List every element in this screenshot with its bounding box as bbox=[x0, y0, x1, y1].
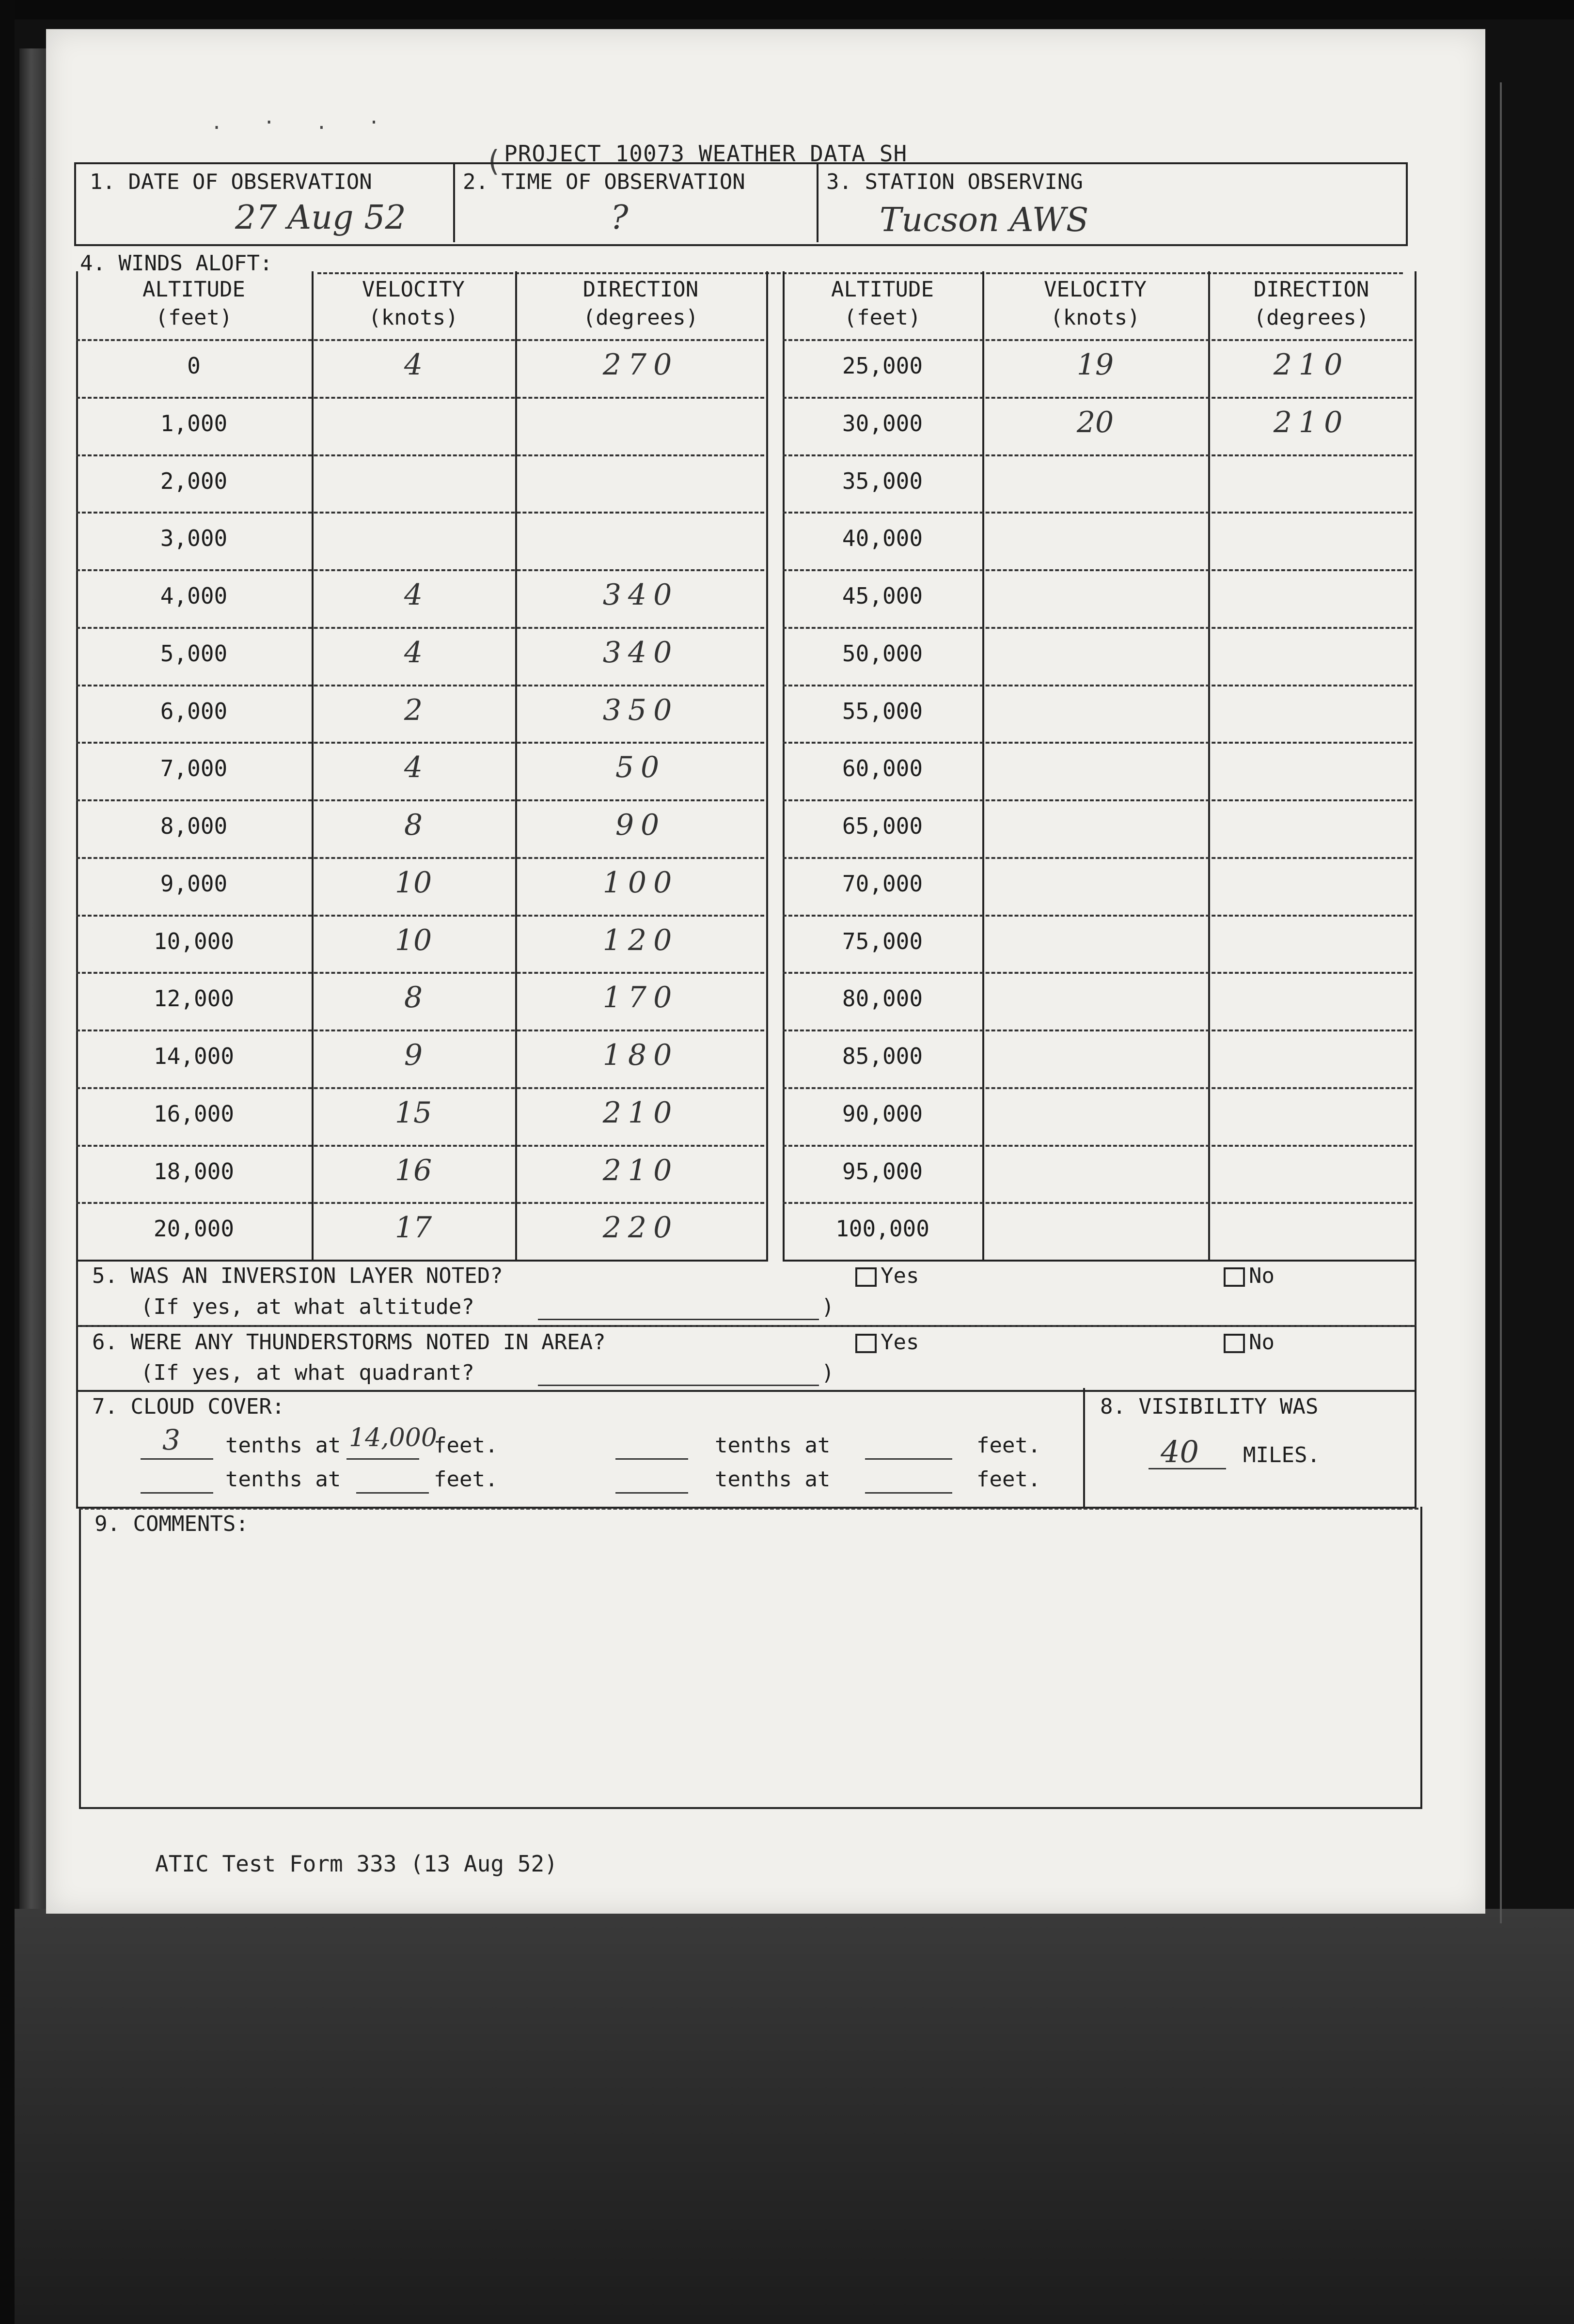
cloud-tenths-blank-4[interactable] bbox=[615, 1492, 688, 1494]
direction-cell-right[interactable]: 210 bbox=[1273, 405, 1350, 439]
page-edge-line bbox=[1500, 82, 1502, 1923]
row-rule-left bbox=[76, 569, 764, 571]
altitude-cell-right: 30,000 bbox=[842, 410, 923, 437]
cloud-tenths-text-2: tenths at bbox=[715, 1433, 831, 1458]
row-rule-right bbox=[783, 799, 1413, 801]
row-rule-left bbox=[76, 1029, 764, 1031]
col-header-altitude-left: ALTITUDE bbox=[142, 277, 245, 302]
altitude-cell-left: 10,000 bbox=[153, 928, 235, 954]
altitude-cell-left: 1,000 bbox=[160, 410, 228, 437]
col-unit-altitude-right: (feet) bbox=[844, 305, 921, 330]
direction-cell-left[interactable]: 210 bbox=[602, 1153, 679, 1187]
row-rule-right bbox=[783, 685, 1413, 686]
direction-cell-left[interactable]: 350 bbox=[602, 693, 679, 727]
altitude-cell-left: 14,000 bbox=[153, 1043, 235, 1069]
cloud-tenths-text-3: tenths at bbox=[225, 1467, 341, 1492]
inversion-close-paren: ) bbox=[821, 1295, 834, 1319]
velocity-cell-left[interactable]: 4 bbox=[404, 635, 423, 670]
direction-cell-left[interactable]: 210 bbox=[602, 1095, 679, 1130]
altitude-cell-left: 5,000 bbox=[160, 640, 228, 667]
velocity-cell-left[interactable]: 4 bbox=[404, 348, 423, 382]
direction-cell-left[interactable]: 90 bbox=[615, 808, 666, 842]
altitude-cell-left: 16,000 bbox=[153, 1100, 235, 1127]
film-frame-top bbox=[0, 0, 1574, 19]
velocity-cell-right[interactable]: 19 bbox=[1076, 348, 1114, 382]
row-rule-right bbox=[783, 454, 1413, 456]
altitude-cell-right: 100,000 bbox=[835, 1216, 929, 1242]
cloud-tenths-blank-3[interactable] bbox=[141, 1492, 213, 1494]
col-unit-velocity-right: (knots) bbox=[1050, 305, 1140, 330]
checkbox-icon[interactable] bbox=[1224, 1334, 1245, 1353]
altitude-cell-right: 55,000 bbox=[842, 698, 923, 724]
visibility-unit: MILES. bbox=[1243, 1443, 1320, 1467]
velocity-cell-left[interactable]: 2 bbox=[404, 693, 423, 727]
row-rule-left bbox=[76, 397, 764, 399]
altitude-cell-right: 50,000 bbox=[842, 640, 923, 667]
row-rule-right bbox=[783, 972, 1413, 974]
cloud-feet-text-3: feet. bbox=[434, 1467, 498, 1492]
velocity-cell-left[interactable]: 9 bbox=[404, 1038, 423, 1072]
thunderstorm-yes[interactable] bbox=[855, 1330, 919, 1355]
form-page bbox=[46, 29, 1485, 1914]
row-rule-right bbox=[783, 915, 1413, 917]
cloud-altitude-blank-3[interactable] bbox=[356, 1492, 429, 1494]
row-rule-left bbox=[76, 915, 764, 917]
row-rule-right bbox=[783, 339, 1413, 341]
altitude-cell-left: 20,000 bbox=[153, 1216, 235, 1242]
film-edge-strip bbox=[19, 48, 48, 1914]
form-footer: ATIC Test Form 333 (13 Aug 52) bbox=[155, 1851, 558, 1877]
direction-cell-left[interactable]: 340 bbox=[602, 635, 679, 670]
altitude-cell-right: 40,000 bbox=[842, 525, 923, 552]
altitude-cell-left: 8,000 bbox=[160, 813, 228, 839]
row-rule-right bbox=[783, 742, 1413, 744]
altitude-cell-right: 90,000 bbox=[842, 1100, 923, 1127]
velocity-cell-left[interactable]: 17 bbox=[394, 1211, 432, 1245]
altitude-cell-right: 85,000 bbox=[842, 1043, 923, 1069]
altitude-cell-right: 25,000 bbox=[842, 353, 923, 379]
velocity-cell-right[interactable]: 20 bbox=[1076, 405, 1114, 439]
cloud-tenths-text-4: tenths at bbox=[715, 1467, 831, 1492]
checkbox-icon[interactable] bbox=[855, 1334, 877, 1353]
row-rule-left bbox=[76, 685, 764, 686]
cloud-altitude-blank-1[interactable] bbox=[346, 1458, 419, 1460]
altitude-cell-left: 6,000 bbox=[160, 698, 228, 724]
form-title: PROJECT 10073 WEATHER DATA SH bbox=[504, 140, 908, 167]
row-rule-right bbox=[783, 1145, 1413, 1147]
direction-cell-left[interactable]: 180 bbox=[602, 1038, 679, 1072]
row-rule-left bbox=[76, 1202, 764, 1204]
velocity-cell-left[interactable]: 8 bbox=[404, 808, 423, 842]
inversion-no[interactable] bbox=[1224, 1263, 1275, 1288]
altitude-cell-right: 70,000 bbox=[842, 870, 923, 897]
cloud-altitude-value: 14,000 bbox=[349, 1423, 437, 1452]
altitude-cell-right: 95,000 bbox=[842, 1158, 923, 1185]
comments-box bbox=[79, 1507, 1422, 1809]
altitude-cell-left: 2,000 bbox=[160, 468, 228, 494]
velocity-cell-left[interactable]: 15 bbox=[394, 1095, 432, 1130]
thunderstorm-no[interactable] bbox=[1224, 1330, 1275, 1355]
header-divider-2 bbox=[817, 162, 818, 242]
row-rule-left bbox=[76, 512, 764, 514]
visibility-value: 40 bbox=[1161, 1434, 1199, 1469]
row-rule-right bbox=[783, 1029, 1413, 1031]
direction-cell-left[interactable]: 220 bbox=[602, 1211, 679, 1245]
station-label: 3. STATION OBSERVING bbox=[826, 170, 1083, 194]
row-rule-left bbox=[76, 1087, 764, 1089]
date-label: 1. DATE OF OBSERVATION bbox=[90, 170, 372, 194]
row-rule-left bbox=[76, 742, 764, 744]
film-frame-left bbox=[0, 0, 15, 2324]
row-rule-right bbox=[783, 627, 1413, 629]
altitude-cell-left: 9,000 bbox=[160, 870, 228, 897]
cloud-cover-label: 7. CLOUD COVER: bbox=[92, 1394, 285, 1419]
altitude-cell-right: 75,000 bbox=[842, 928, 923, 954]
thunderstorm-close-paren: ) bbox=[821, 1360, 834, 1385]
inversion-altitude-blank[interactable] bbox=[538, 1319, 819, 1320]
direction-cell-left[interactable]: 100 bbox=[602, 865, 679, 900]
row-rule-right bbox=[783, 569, 1413, 571]
col-unit-velocity-left: (knots) bbox=[368, 305, 458, 330]
velocity-cell-left[interactable]: 10 bbox=[394, 923, 432, 957]
thunderstorm-quadrant-blank[interactable] bbox=[538, 1385, 819, 1386]
col-header-altitude-right: ALTITUDE bbox=[831, 277, 934, 302]
altitude-cell-left: 18,000 bbox=[153, 1158, 235, 1185]
direction-cell-left[interactable]: 170 bbox=[602, 981, 679, 1015]
col-unit-direction-right: (degrees) bbox=[1253, 305, 1369, 330]
col-header-velocity-left: VELOCITY bbox=[362, 277, 465, 302]
velocity-cell-left[interactable]: 4 bbox=[404, 578, 423, 612]
cloud-feet-text-4: feet. bbox=[976, 1467, 1041, 1492]
velocity-cell-left[interactable]: 16 bbox=[394, 1153, 432, 1187]
row-rule-left bbox=[76, 799, 764, 801]
altitude-cell-left: 12,000 bbox=[153, 985, 235, 1012]
col-header-velocity-right: VELOCITY bbox=[1044, 277, 1147, 302]
time-label: 2. TIME OF OBSERVATION bbox=[463, 170, 745, 194]
inversion-yes[interactable] bbox=[855, 1263, 919, 1288]
winds-section-label: 4. WINDS ALOFT: bbox=[80, 251, 273, 276]
time-value: ? bbox=[611, 199, 629, 237]
row-rule-left bbox=[76, 627, 764, 629]
station-value: Tucson AWS bbox=[880, 201, 1089, 239]
altitude-cell-left: 3,000 bbox=[160, 525, 228, 552]
inversion-no-label: No bbox=[1249, 1263, 1275, 1288]
direction-cell-left[interactable]: 50 bbox=[615, 750, 666, 785]
row-rule-left bbox=[76, 972, 764, 974]
thunderstorm-yes-label: Yes bbox=[881, 1330, 919, 1355]
checkbox-icon[interactable] bbox=[855, 1267, 877, 1287]
dust-specks: . · . · bbox=[211, 111, 394, 134]
row-rule-right bbox=[783, 1087, 1413, 1089]
cloud-feet-text-2: feet. bbox=[976, 1433, 1041, 1458]
altitude-cell-right: 60,000 bbox=[842, 755, 923, 782]
thunderstorm-question: 6. WERE ANY THUNDERSTORMS NOTED IN AREA? bbox=[92, 1330, 606, 1355]
inversion-followup: (If yes, at what altitude? bbox=[141, 1295, 474, 1319]
cloud-tenths-blank-1[interactable] bbox=[141, 1458, 213, 1460]
col-unit-altitude-left: (feet) bbox=[155, 305, 233, 330]
altitude-cell-right: 45,000 bbox=[842, 583, 923, 609]
row-rule-left bbox=[76, 454, 764, 456]
header-divider-1 bbox=[453, 162, 455, 242]
cloud-tenths-text-1: tenths at bbox=[225, 1433, 341, 1458]
direction-cell-left[interactable]: 340 bbox=[602, 578, 679, 612]
row-rule-right bbox=[783, 512, 1413, 514]
velocity-cell-left[interactable]: 10 bbox=[394, 865, 432, 900]
cloud-visibility-divider bbox=[1083, 1388, 1085, 1507]
cloud-feet-text-1: feet. bbox=[434, 1433, 498, 1458]
cloud-altitude-blank-2[interactable] bbox=[865, 1458, 952, 1460]
direction-cell-right[interactable]: 210 bbox=[1273, 348, 1350, 382]
altitude-cell-right: 35,000 bbox=[842, 468, 923, 494]
altitude-cell-left: 4,000 bbox=[160, 583, 228, 609]
cloud-tenths-value: 3 bbox=[162, 1423, 180, 1456]
cloud-altitude-blank-4[interactable] bbox=[865, 1492, 952, 1494]
cloud-tenths-blank-2[interactable] bbox=[615, 1458, 688, 1460]
thunderstorm-no-label: No bbox=[1249, 1330, 1275, 1355]
altitude-cell-left: 0 bbox=[187, 353, 201, 379]
altitude-cell-right: 80,000 bbox=[842, 985, 923, 1012]
direction-cell-left[interactable]: 120 bbox=[602, 923, 679, 957]
inversion-yes-label: Yes bbox=[881, 1263, 919, 1288]
altitude-cell-left: 7,000 bbox=[160, 755, 228, 782]
row-rule-right bbox=[783, 1202, 1413, 1204]
row-rule-left bbox=[76, 857, 764, 859]
checkbox-icon[interactable] bbox=[1224, 1267, 1245, 1287]
row-rule-left bbox=[76, 1145, 764, 1147]
velocity-cell-left[interactable]: 4 bbox=[404, 750, 423, 785]
thunderstorm-followup: (If yes, at what quadrant? bbox=[141, 1360, 474, 1385]
row-rule-right bbox=[783, 397, 1413, 399]
comments-label: 9. COMMENTS: bbox=[94, 1512, 249, 1536]
date-value: 27 Aug 52 bbox=[235, 199, 406, 237]
velocity-cell-left[interactable]: 8 bbox=[404, 981, 423, 1015]
altitude-cell-right: 65,000 bbox=[842, 813, 923, 839]
title-bracket: ( bbox=[485, 144, 503, 178]
row-rule-right bbox=[783, 857, 1413, 859]
comments-top-rule bbox=[79, 1508, 1418, 1510]
col-header-direction-right: DIRECTION bbox=[1253, 277, 1369, 302]
col-unit-direction-left: (degrees) bbox=[582, 305, 699, 330]
direction-cell-left[interactable]: 270 bbox=[602, 348, 679, 382]
row-rule-left bbox=[76, 339, 764, 341]
col-header-direction-left: DIRECTION bbox=[582, 277, 699, 302]
film-lower-margin bbox=[15, 1909, 1574, 2324]
inversion-question: 5. WAS AN INVERSION LAYER NOTED? bbox=[92, 1263, 503, 1288]
visibility-label: 8. VISIBILITY WAS bbox=[1100, 1394, 1319, 1419]
